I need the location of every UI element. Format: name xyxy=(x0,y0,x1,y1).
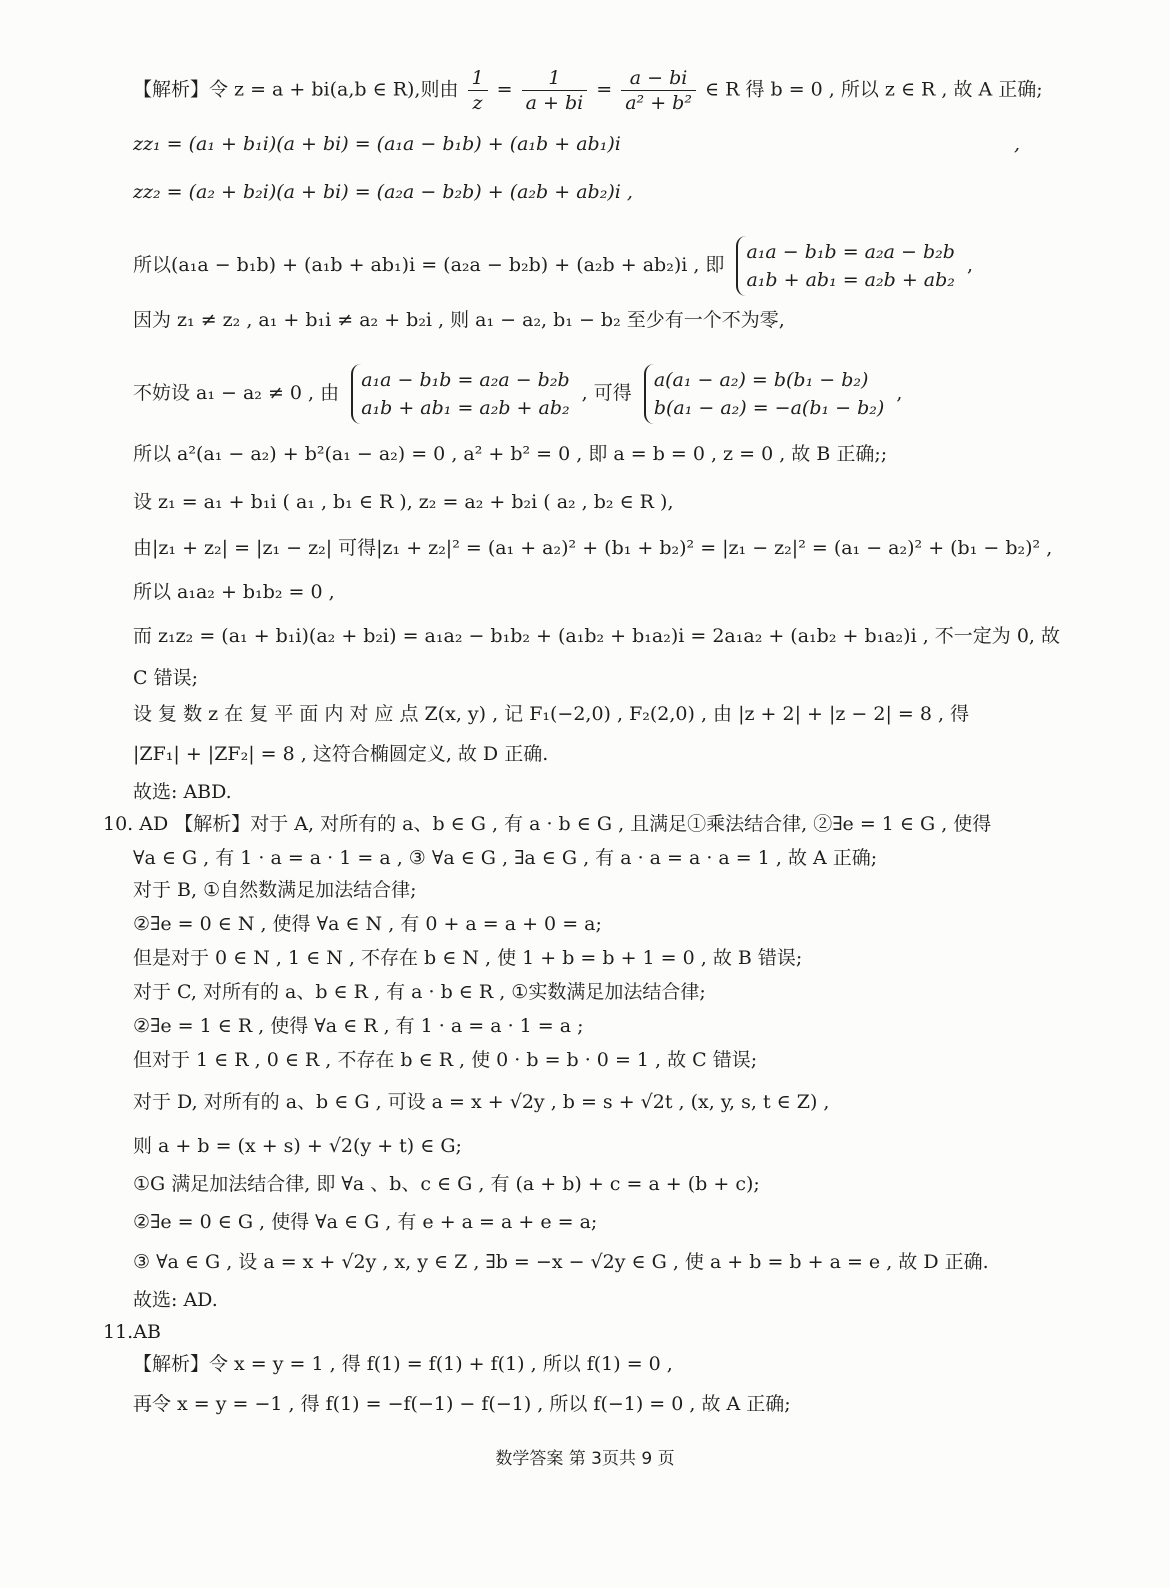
equation-system-1 xyxy=(736,236,954,296)
line-20: 但是对于 0 ∈ N , 1 ∈ N , 不存在 b ∈ N , 使 1 + b = b + 1 = 0 , 故 B 错误; xyxy=(133,947,803,969)
line-8: 设 z₁ = a₁ + b₁i ( a₁ , b₁ ∈ R ), z₂ = a₂ + b₂i ( a₂ , b₂ ∈ R ), xyxy=(133,491,674,513)
line-25: 则 a + b = (x + s) + √2(y + t) ∈ G; xyxy=(133,1135,462,1157)
line-5: 因为 z₁ ≠ z₂ , a₁ + b₁i ≠ a₂ + b₂i , 则 a₁ − a₂, b₁ − b₂ 至少有一个不为零, xyxy=(133,309,785,331)
line-14: |ZF₁| + |ZF₂| = 8 , 这符合椭圆定义, 故 D 正确. xyxy=(133,743,549,765)
equation-system-3 xyxy=(644,364,885,424)
page-footer: 数学答案 第 3页共 9 页 xyxy=(495,1449,675,1469)
line-28: ③ ∀a ∈ G , 设 a = x + √2y , x, y ∈ Z , ∃b = −x − √2y ∈ G , 使 a + b = b + a = e , 故 D 正确. xyxy=(133,1251,989,1273)
fraction-1-over-a-bi xyxy=(522,66,588,115)
line-6-text: 不妨设 a₁ − a₂ ≠ 0 , 由 xyxy=(133,382,340,404)
line-31: 【解析】令 x = y = 1 , 得 f(1) = f(1) + f(1) , 所以 f(1) = 0 , xyxy=(133,1353,673,1375)
line-2 xyxy=(133,132,1020,156)
line-32: 再令 x = y = −1 , 得 f(1) = −f(−1) − f(−1) , 所以 f(−1) = 0 , 故 A 正确; xyxy=(133,1393,791,1415)
line-1 xyxy=(133,66,1043,115)
system-row: a₁b + ab₁ = a₂b + ab₂ xyxy=(361,397,570,419)
line-11: 而 z₁z₂ = (a₁ + b₁i)(a₂ + b₂i) = a₁a₂ − b₁b₂ + (a₁b₂ + b₁a₂)i = 2a₁a₂ + (a₁b₂ + b₁a₂)i , 不一定为 0, 故 xyxy=(133,625,1060,647)
system-row: a₁a − b₁b = a₂a − b₂b xyxy=(361,369,570,391)
line-1-text-b: ∈ R 得 b = 0 , 所以 z ∈ R , 故 A 正确; xyxy=(705,78,1043,101)
fraction-1-over-z xyxy=(468,66,488,115)
line-22: ②∃e = 1 ∈ R , 使得 ∀a ∈ R , 有 1 · a = a · 1 = a ; xyxy=(133,1015,584,1037)
line-27: ②∃e = 0 ∈ G , 使得 ∀a ∈ G , 有 e + a = a + e = a; xyxy=(133,1211,598,1233)
line-13: 设 复 数 z 在 复 平 面 内 对 应 点 Z(x, y) , 记 F₁(−2,0) , F₂(2,0) , 由 |z + 2| + |z − 2| = 8 , 得 xyxy=(133,703,970,725)
line-4-text: 所以(a₁a − b₁b) + (a₁b + ab₁)i = (a₂a − b₂b) + (a₂b + ab₂)i , 即 xyxy=(133,254,725,276)
line-12: C 错误; xyxy=(133,667,198,689)
equals-sign: = xyxy=(596,78,613,101)
line-19: ②∃e = 0 ∈ N , 使得 ∀a ∈ N , 有 0 + a = a + 0 = a; xyxy=(133,913,602,935)
line-17: ∀a ∈ G , 有 1 · a = a · 1 = a , ③ ∀a ∈ G , ∃a ∈ G , 有 a · a = a · a = 1 , 故 A 正确; xyxy=(133,847,878,869)
line-26: ①G 满足加法结合律, 即 ∀a 、b、c ∈ G , 有 (a + b) + c = a + (b + c); xyxy=(133,1173,760,1195)
line-21: 对于 C, 对所有的 a、b ∈ R , 有 a · b ∈ R , ①实数满足加法结合律; xyxy=(133,981,706,1003)
line-4 xyxy=(133,236,1020,296)
line-9: 由|z₁ + z₂| = |z₁ − z₂| 可得|z₁ + z₂|² = (a₁ + a₂)² + (b₁ + b₂)² = |z₁ − z₂|² = (a₁ − a₂)² + (b₁ − b₂)² , xyxy=(133,537,1053,559)
line-2-comma: , xyxy=(1013,133,1020,155)
fraction-denominator: a + bi xyxy=(525,92,584,114)
line-6-text-b: , 可得 xyxy=(581,382,632,404)
fraction-denominator: z xyxy=(472,92,483,114)
line-7: 所以 a²(a₁ − a₂) + b²(a₁ − a₂) = 0 , a² + b² = 0 , 即 a = b = 0 , z = 0 , 故 B 正确;; xyxy=(133,443,888,465)
line-18: 对于 B, ①自然数满足加法结合律; xyxy=(133,879,417,901)
line-1-text-a: 【解析】令 z = a + bi(a,b ∈ R),则由 xyxy=(133,78,459,101)
system-row: a₁b + ab₁ = a₂b + ab₂ xyxy=(746,269,955,291)
line-30: 11.AB xyxy=(103,1321,161,1343)
fraction-numerator: a − bi xyxy=(621,66,696,91)
line-23: 但对于 1 ∈ R , 0 ∈ R , 不存在 b ∈ R , 使 0 · b = b · 0 = 1 , 故 C 错误; xyxy=(133,1049,758,1071)
system-row: a₁a − b₁b = a₂a − b₂b xyxy=(746,241,955,263)
line-3: zz₂ = (a₂ + b₂i)(a + bi) = (a₂a − b₂b) + (a₂b + ab₂)i , xyxy=(133,181,633,203)
line-2-text: zz₁ = (a₁ + b₁i)(a + bi) = (a₁a − b₁b) + (a₁b + ab₁)i xyxy=(133,133,621,155)
line-29: 故选: AD. xyxy=(133,1289,218,1311)
equals-sign: = xyxy=(496,78,513,101)
line-16: 10. AD 【解析】对于 A, 对所有的 a、b ∈ G , 有 a · b ∈ G , 且满足①乘法结合律, ②∃e = 1 ∈ G , 使得 xyxy=(103,813,992,835)
system-row: b(a₁ − a₂) = −a(b₁ − b₂) xyxy=(653,397,885,419)
fraction-conjugate xyxy=(621,66,696,115)
line-10: 所以 a₁a₂ + b₁b₂ = 0 , xyxy=(133,581,335,603)
fraction-denominator: a² + b² xyxy=(625,92,692,114)
fraction-numerator: 1 xyxy=(468,66,488,91)
line-15: 故选: ABD. xyxy=(133,781,232,803)
fraction-numerator: 1 xyxy=(522,66,588,91)
line-6 xyxy=(133,364,1020,424)
line-6-comma: , xyxy=(896,382,903,404)
line-4-comma: , xyxy=(966,254,973,276)
line-24: 对于 D, 对所有的 a、b ∈ G , 可设 a = x + √2y , b = s + √2t , (x, y, s, t ∈ Z) , xyxy=(133,1091,830,1113)
system-row: a(a₁ − a₂) = b(b₁ − b₂) xyxy=(653,369,869,391)
equation-system-2 xyxy=(351,364,569,424)
